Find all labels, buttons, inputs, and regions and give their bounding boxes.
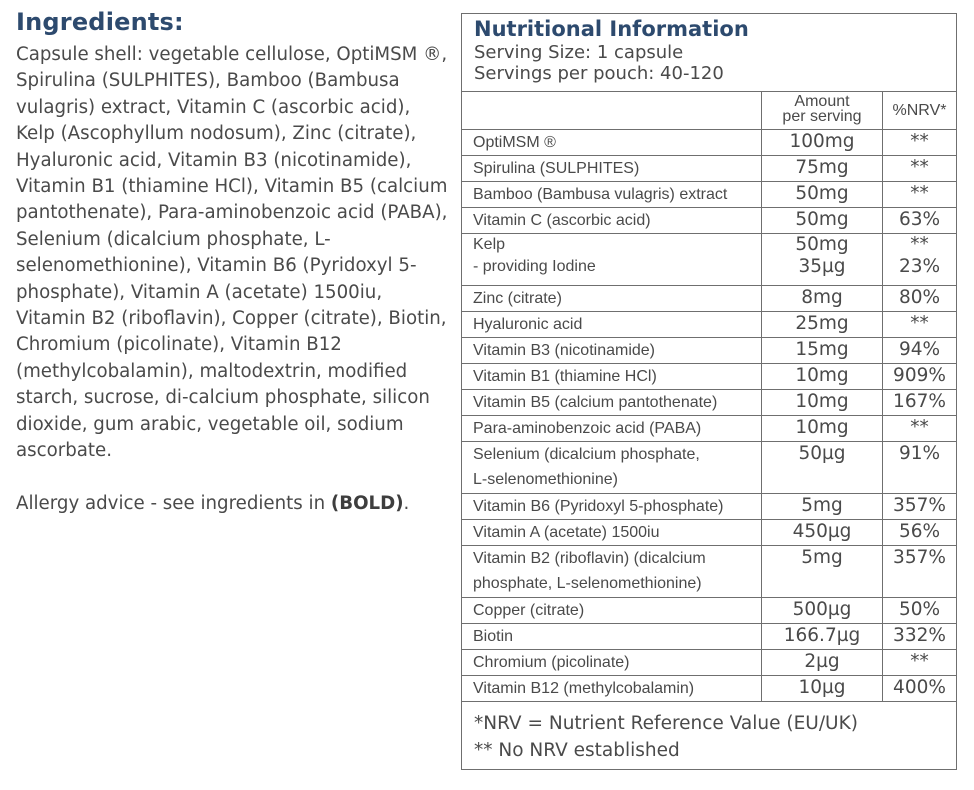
nutrient-name [462,337,762,363]
nutrient-nrv-line: ** [910,182,929,204]
footnote-no-nrv: ** No NRV established [474,740,680,761]
nutrient-nrv-line: ** [910,312,929,334]
nutrient-nrv-line: 91% [898,442,941,464]
nutrient-amount [762,519,883,545]
nutrient-nrv [883,519,957,545]
nutrient-nrv [883,363,957,389]
header-amount-line1: Amount [794,93,850,110]
nutrient-name-line: Bamboo (Bambusa vulagris) extract [473,185,728,203]
nutrient-name [462,415,762,441]
nutrient-amount-line: 25mg [795,312,849,334]
header-nrv: %NRV* [892,102,947,119]
nutrient-amount [762,311,883,337]
table-row [462,155,956,181]
table-row [462,129,956,155]
footnotes [462,701,956,764]
ingredients-title: Ingredients: [16,8,184,36]
nutrient-amount-line: 450µg [792,520,852,542]
nutrient-amount-line: 100mg [789,130,855,152]
nutrient-nrv [883,545,957,597]
nutrient-name [462,545,762,597]
nutrient-name-line: Spirulina (SULPHITES) [473,159,640,177]
table-row [462,675,956,701]
nutrient-name [462,493,762,519]
table-row [462,441,956,493]
nutrient-nrv-line: 357% [893,546,946,568]
nutrient-amount [762,441,883,493]
nutrient-nrv-line: 63% [898,208,941,230]
nutrient-nrv [883,311,957,337]
nutrient-name [462,155,762,181]
nutrient-nrv [883,233,957,285]
nutrient-amount [762,415,883,441]
nutrient-name [462,285,762,311]
table-row [462,545,956,597]
nutrition-panel [461,13,957,770]
nutrient-name [462,233,762,285]
table-row [462,207,956,233]
nutrient-nrv [883,675,957,701]
nutrient-amount-line: 2µg [804,650,840,672]
ingredients-section [16,8,454,517]
nutrient-nrv-line: 167% [893,390,946,412]
nutrient-amount-line: 10mg [795,390,849,412]
table-row [462,363,956,389]
nutrient-name [462,675,762,701]
nutrient-name-line: Para-aminobenzoic acid (PABA) [473,419,702,437]
nutrient-amount [762,675,883,701]
nutrient-name-line: Vitamin B1 (thiamine HCl) [473,367,657,385]
nutrient-name-line: L-selenomethionine) [473,470,618,488]
nutrient-amount-line: 75mg [795,156,849,178]
nutrient-nrv [883,155,957,181]
nutrient-amount [762,545,883,597]
table-header-row [462,92,956,129]
nutrient-nrv [883,623,957,649]
table-row [462,285,956,311]
nutrient-name-line: Copper (citrate) [473,601,585,619]
nutrient-nrv [883,441,957,493]
nutrient-nrv-line: ** [910,416,929,438]
header-nutrient [462,92,762,129]
nutrient-amount-line: 166.7µg [783,624,861,646]
nutrient-amount [762,207,883,233]
nutrient-amount [762,623,883,649]
nutrient-name-line: Vitamin B6 (Pyridoxyl 5-phosphate) [473,497,724,515]
table-row [462,519,956,545]
allergy-bold: (BOLD) [330,492,404,514]
nutrient-amount-line: 10µg [798,676,846,698]
nutrient-amount-line: 50µg [798,442,846,464]
nutrient-amount-line: 10mg [795,416,849,438]
allergy-prefix: Allergy advice - see ingredients in [16,492,331,514]
nutrient-nrv [883,337,957,363]
header-amount-line2: per serving [782,108,862,125]
nutrient-amount [762,181,883,207]
allergy-suffix: . [403,492,410,514]
nutrient-amount [762,493,883,519]
table-row [462,311,956,337]
nutrient-nrv-line: 56% [898,520,941,542]
serving-size: Serving Size: 1 capsule [474,42,684,63]
nutrient-amount-line: 5mg [801,494,843,516]
nutrient-nrv-line: 94% [898,338,941,360]
nutrient-nrv-line: 23% [898,255,941,277]
nutrient-amount [762,129,883,155]
nutrient-amount [762,155,883,181]
nutrient-nrv-line: ** [910,156,929,178]
nutrient-name-line: Zinc (citrate) [473,289,562,307]
nutrient-amount [762,337,883,363]
nutrient-nrv [883,129,957,155]
nutrient-name [462,207,762,233]
table-row [462,597,956,623]
nutrient-nrv [883,493,957,519]
nutrient-nrv [883,285,957,311]
nutrient-amount-line: 50mg [795,182,849,204]
table-row [462,337,956,363]
nutrient-name-line: Biotin [473,627,514,645]
nutrient-amount [762,363,883,389]
nutrient-nrv [883,389,957,415]
nutrient-name [462,363,762,389]
nutrient-name [462,519,762,545]
nutrient-name-line: Vitamin C (ascorbic acid) [473,211,651,229]
nutrient-nrv-line: ** [910,650,929,672]
nutrient-name-line: Vitamin B5 (calcium pantothenate) [473,393,718,411]
nutrient-amount [762,649,883,675]
nutrient-name-line: Vitamin A (acetate) 1500iu [473,523,660,541]
servings-per-pouch: Servings per pouch: 40-120 [474,63,724,84]
nutrient-amount-line: 35µg [798,255,846,277]
nutrient-amount-line: 15mg [795,338,849,360]
nutrition-header [462,14,956,92]
footnote-nrv: *NRV = Nutrient Reference Value (EU/UK) [474,713,858,734]
nutrient-nrv-line: 909% [893,364,946,386]
allergy-advice [16,491,454,517]
nutrient-nrv-line: ** [910,130,929,152]
nutrient-nrv-line: 332% [893,624,946,646]
nutrient-name [462,623,762,649]
nutrient-name [462,649,762,675]
nutrient-name [462,181,762,207]
nutrient-name-line: - providing Iodine [473,257,596,275]
nutrient-name-line: Vitamin B2 (riboflavin) (dicalcium [473,549,706,567]
nutrient-amount [762,233,883,285]
table-row [462,493,956,519]
nutrient-amount [762,389,883,415]
nutrient-name-line: Vitamin B12 (methylcobalamin) [473,679,695,697]
nutrient-name-line: Hyaluronic acid [473,315,583,333]
nutrient-nrv [883,649,957,675]
nutrient-name [462,129,762,155]
nutrient-name-line: Chromium (picolinate) [473,653,630,671]
nutrient-nrv [883,181,957,207]
header-amount [762,92,883,129]
nutrient-name [462,441,762,493]
nutrient-nrv [883,597,957,623]
nutrition-rows [462,129,956,701]
nutrient-name [462,389,762,415]
nutrient-nrv [883,415,957,441]
nutrient-amount-line: 8mg [801,286,843,308]
nutrient-amount-line: 50mg [795,208,849,230]
nutrient-nrv-line: 357% [893,494,946,516]
nutrition-table [462,92,956,701]
nutrient-amount-line: 500µg [792,598,852,620]
nutrient-nrv [883,207,957,233]
nutrition-title: Nutritional Information [474,17,749,41]
table-row [462,389,956,415]
nutrient-amount [762,285,883,311]
nutrient-amount-line: 50mg [795,233,849,255]
nutrient-amount [762,597,883,623]
table-row [462,415,956,441]
nutrient-name [462,311,762,337]
nutrient-nrv-line: ** [910,233,929,255]
nutrient-nrv-line: 50% [898,598,941,620]
nutrient-name-line: Selenium (dicalcium phosphate, [473,445,700,463]
table-row [462,233,956,285]
nutrient-name-line: OptiMSM ® [473,133,556,151]
nutrient-name [462,597,762,623]
nutrient-nrv-line: 80% [898,286,941,308]
nutrient-name-line: phosphate, L-selenomethionine) [473,574,702,592]
nutrient-name-line: Vitamin B3 (nicotinamide) [473,341,656,359]
nutrient-amount-line: 10mg [795,364,849,386]
table-row [462,181,956,207]
nutrient-name-line: Kelp [473,235,506,253]
nutrient-nrv-line: 400% [893,676,946,698]
table-row [462,623,956,649]
ingredients-text: Capsule shell: vegetable cellulose, OptiMSM ®, Spirulina (SULPHITES), Bamboo (Bambusa vulagris) extract, Vitamin C (ascorbic acid), Kelp (Ascophyllum nodosum), Zinc (citrate), Hyaluronic acid, Vitamin B3 (nicotinamide), Vitamin B1 (thiamine HCl), Vitamin B5 (calcium pantothenate), Para-aminobenzoic acid (PABA), Selenium (dicalcium phosphate, L-selenomethionine), Vitamin B6 (Pyridoxyl 5-phosphate), Vitamin A (acetate) 1500iu, Vitamin B2 (riboflavin), Copper (citrate), Biotin, Chromium (picolinate), Vitamin B12 (methylcobalamin), maltodextrin, modified starch, sucrose, di-calcium phosphate, silicon dioxide, gum arabic, vegetable oil, sodium ascorbate. [16,44,448,462]
table-row [462,649,956,675]
nutrient-amount-line: 5mg [801,546,843,568]
